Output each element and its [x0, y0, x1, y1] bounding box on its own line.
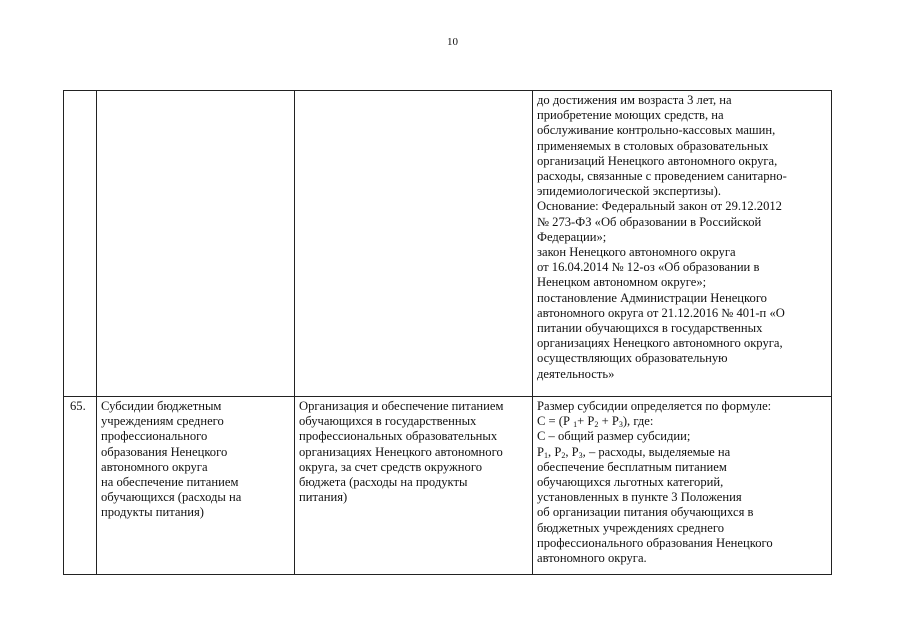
- subsidy-purpose-cell: [295, 397, 533, 575]
- formula-part: , Р: [548, 444, 562, 459]
- text-line: обучающихся в государственных: [299, 414, 477, 429]
- text-line: автономного округа: [101, 459, 208, 474]
- text-line: питании обучающихся в государственных: [537, 321, 763, 336]
- subsidy-name-cell: [97, 397, 295, 575]
- text-line: Организация и обеспечение питанием: [299, 399, 504, 413]
- page-number: 10: [447, 36, 458, 48]
- text-line: автономного округа от 21.12.2016 № 401-п «О: [537, 305, 785, 320]
- text-line: организациях Ненецкого автономного округа,: [537, 336, 783, 351]
- formula-part: Р: [537, 444, 545, 459]
- formula-subscript: 3: [578, 450, 583, 460]
- formula: [537, 414, 828, 429]
- formula-part: + Р: [577, 414, 595, 429]
- text-line: приобретение моющих средств, на: [537, 108, 724, 123]
- text-line: организаций Ненецкого автономного округа,: [537, 153, 778, 168]
- variable-definition: [537, 445, 828, 460]
- subsidy-purpose-cell: [295, 91, 533, 397]
- text-line: обеспечение бесплатным питанием: [537, 459, 727, 474]
- text-line: расходы, связанные с проведением санитарно-: [537, 169, 787, 184]
- row-number-cell: 65.: [64, 397, 97, 575]
- text-line: профессионального образования Ненецкого: [537, 535, 773, 550]
- text-line: Основание: Федеральный закон от 29.12.2012: [537, 199, 782, 214]
- formula-part: С = (Р: [537, 414, 574, 429]
- formula-intro: Размер субсидии определяется по формуле:: [537, 399, 772, 413]
- variable-definition: С – общий размер субсидии;: [537, 429, 691, 444]
- text-line: обслуживание контрольно-кассовых машин,: [537, 123, 776, 138]
- text-line: от 16.04.2014 № 12-оз «Об образовании в: [537, 260, 760, 275]
- text-line: постановление Администрации Ненецкого: [537, 290, 767, 305]
- text-line: деятельность»: [537, 366, 615, 381]
- text-line: об организации питания обучающихся в: [537, 505, 754, 520]
- text-line: продукты питания): [101, 505, 204, 520]
- formula-subscript: 1: [573, 420, 578, 430]
- text-line: осуществляющих образовательную: [537, 351, 728, 366]
- text-line: округа, за счет средств окружного: [299, 459, 482, 474]
- calculation-method-cell: [533, 397, 832, 575]
- funding-table: [63, 90, 832, 575]
- text-line: профессионального: [101, 429, 208, 444]
- text-line: № 273-ФЗ «Об образовании в Российской: [537, 214, 762, 229]
- text-line: применяемых в столовых образовательных: [537, 138, 769, 153]
- text-line: эпидемиологической экспертизы).: [537, 184, 721, 199]
- text-line: Ненецком автономном округе»;: [537, 275, 707, 290]
- text-line: организациях Ненецкого автономного: [299, 444, 503, 459]
- text-line: автономного округа.: [537, 551, 647, 566]
- formula-part: + Р: [598, 414, 619, 429]
- formula-subscript: 1: [544, 450, 549, 460]
- formula-subscript: 2: [561, 450, 566, 460]
- text-line: бюджетных учреждениях среднего: [537, 520, 724, 535]
- text-line: Субсидии бюджетным: [101, 399, 222, 413]
- row-number-cell: [64, 91, 97, 397]
- text-line: закон Ненецкого автономного округа: [537, 245, 736, 260]
- table-row: [64, 397, 832, 575]
- text-line: профессиональных образовательных: [299, 429, 498, 444]
- subsidy-name-cell: [97, 91, 295, 397]
- text-line: на обеспечение питанием: [101, 475, 239, 490]
- formula-part: , Р: [565, 444, 579, 459]
- formula-subscript: 2: [594, 420, 599, 430]
- formula-subscript: 3: [618, 420, 623, 430]
- text-line: установленных в пункте 3 Положения: [537, 490, 742, 505]
- formula-part: , – расходы, выделяемые на: [582, 444, 731, 459]
- table-row: [64, 91, 832, 397]
- text-line: обучающихся льготных категорий,: [537, 475, 724, 490]
- text-line: Федерации»;: [537, 229, 607, 244]
- text-line: бюджета (расходы на продукты: [299, 475, 468, 490]
- text-line: образования Ненецкого: [101, 444, 228, 459]
- text-line: учреждениям среднего: [101, 414, 224, 429]
- formula-part: ), где:: [622, 414, 654, 429]
- text-line: до достижения им возраста 3 лет, на: [537, 93, 732, 107]
- text-line: обучающихся (расходы на: [101, 490, 242, 505]
- text-line: питания): [299, 490, 348, 505]
- calculation-method-cell: [533, 91, 832, 397]
